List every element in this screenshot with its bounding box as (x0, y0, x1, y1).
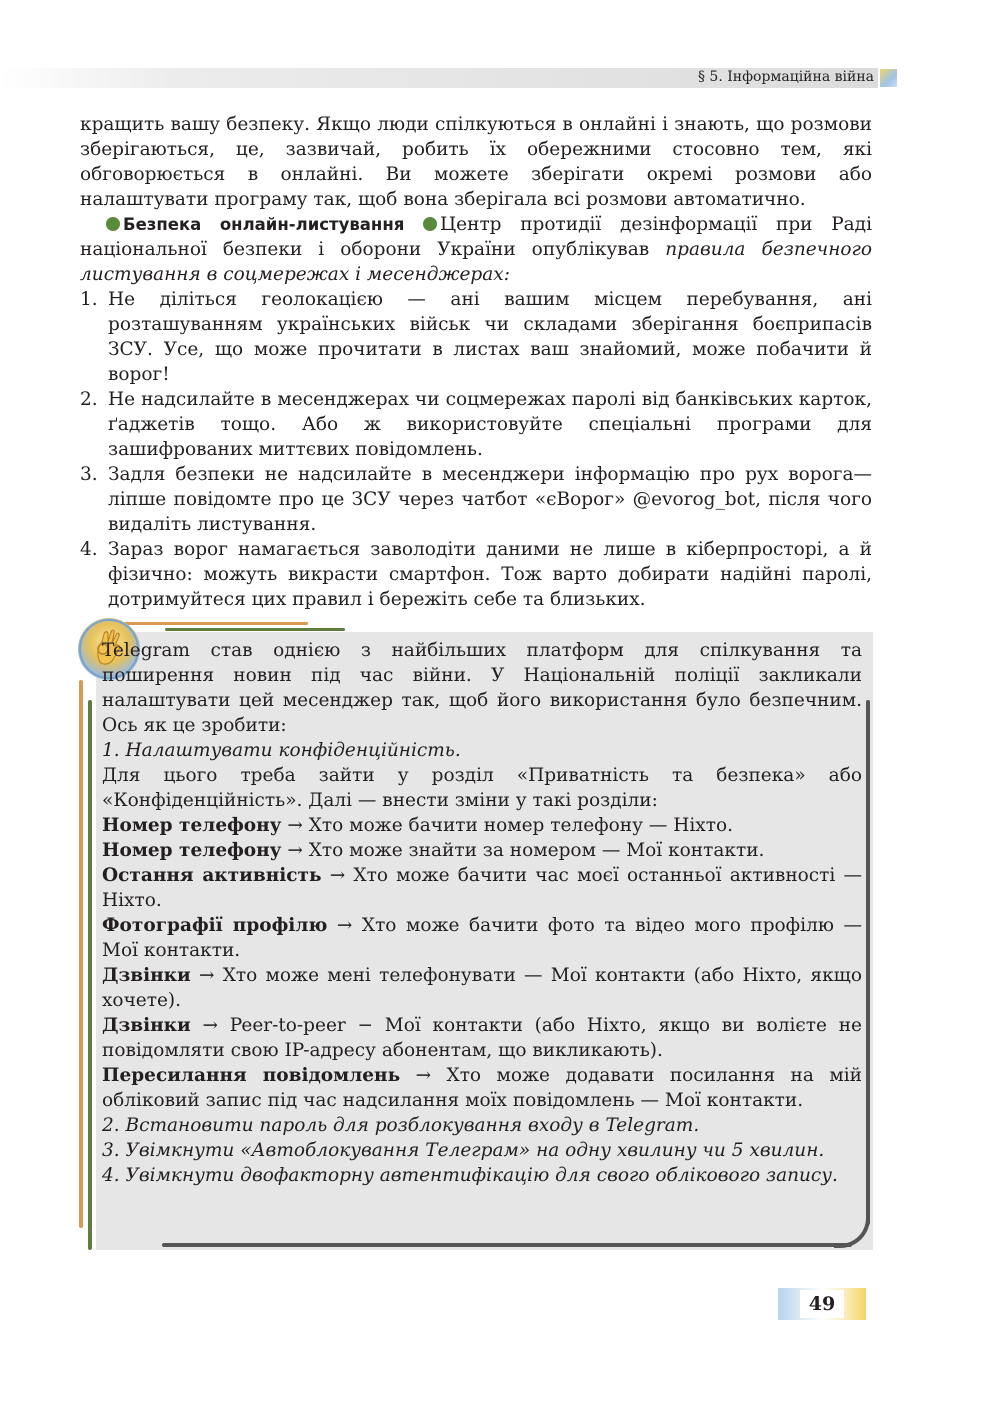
decor-line-orange-top (118, 622, 308, 625)
box-step-2 (102, 1113, 862, 1138)
setting-row (102, 1013, 862, 1063)
setting-name: Пересилання повідомлень (102, 1065, 401, 1086)
list-number: 4. (80, 539, 98, 560)
setting-row (102, 813, 862, 838)
list-item (80, 462, 872, 537)
setting-text: → Хто може мені телефонувати — Мої контакти (або Ніхто, якщо хочете). (102, 965, 862, 1011)
decor-line-orange-left (79, 680, 83, 1228)
setting-text: → Хто може бачити фото та відео мого профілю — Мої контакти. (102, 915, 862, 961)
list-item (80, 387, 872, 462)
list-number: 2. (80, 389, 98, 410)
section-intro-italic: правила безпечного листування в соцмережах і месенджерах: (80, 239, 872, 285)
list-number: 3. (80, 464, 98, 485)
green-dot-icon (106, 217, 120, 231)
setting-name: Дзвінки (102, 965, 191, 986)
setting-name: Дзвінки (102, 1015, 191, 1036)
setting-name: Номер телефону (102, 840, 282, 861)
telegram-box-text (102, 638, 862, 1188)
rules-list (80, 287, 872, 612)
page-number: 49 (800, 1290, 844, 1318)
section-intro: Центр протидії дезінформації при Раді національної безпеки і оборони України опублікував (80, 214, 872, 260)
green-dot-icon (423, 217, 437, 231)
step-heading: 4. Увімкнути двофакторну автентифікацію для свого облікового запису. (102, 1165, 838, 1186)
box-step-1 (102, 738, 862, 763)
header-corner-decoration (880, 69, 897, 87)
list-number: 1. (80, 289, 98, 310)
setting-name: Фотографії профілю (102, 915, 328, 936)
list-item-text: Не діліться геолокацією — ані вашим місцем перебування, ані розташуванням українських військ чи складами зберігання боєприпасів ЗСУ. Усе, що може прочитати в листах ваш знайомий, може побачити й ворог! (108, 289, 872, 385)
setting-text: → Хто може знайти за номером — Мої контакти. (281, 840, 765, 861)
list-item (80, 287, 872, 387)
list-item-text: Не надсилайте в месенджерах чи соцмережах паролі від банківських карток, ґаджетів тощо. Або ж використовуйте спеціальні програми для зашифрованих миттєвих повідомлень. (108, 389, 872, 460)
setting-name: Остання активність (102, 865, 322, 886)
setting-name: Номер телефону (102, 815, 282, 836)
setting-row (102, 913, 862, 963)
setting-text: → Peer-to-peer − Мої контакти (або Ніхто, якщо ви волієте не повідомляти свою IP-адресу абонентам, що викликають). (102, 1015, 862, 1061)
setting-text: → Хто може бачити час моєї останньої активності — Ніхто. (102, 865, 862, 911)
box-intro: Telegram став однією з найбільших платформ для спілкування та поширення новин під час війни. У Національній поліції закликали налаштувати цей месенджер так, щоб його використання було безпечним. Ось як це зробити: (102, 640, 862, 736)
box-step-1-text: Для цього треба зайти у розділ «Приватність та безпека» або «Конфіденційність». Далі — внести зміни у такі розділи: (102, 765, 862, 811)
setting-row (102, 838, 862, 863)
decor-line-dark-right (866, 700, 870, 1225)
step-heading: 2. Встановити пароль для розблокування входу в Telegram. (102, 1115, 700, 1136)
setting-row (102, 963, 862, 1013)
intro-paragraph: кращить вашу безпеку. Якщо люди спілкуються в онлайні і знають, що розмови зберігаються, це, зазвичай, робить їх обережними стосовно тем, які обговорюється в онлайні. Ви можете зберігати окремі розмови або налаштувати програму так, щоб вона зберігала всі розмови автоматично. (80, 114, 872, 210)
running-header: § 5. Інформаційна війна (697, 69, 874, 85)
decor-line-dark-bottom (162, 1243, 852, 1247)
box-step-4 (102, 1163, 862, 1188)
step-heading: 3. Увімкнути «Автоблокування Телеграм» на одну хвилину чи 5 хвилин. (102, 1140, 825, 1161)
section-heading: Безпека онлайн-листування (123, 215, 405, 234)
setting-text: → Хто може додавати посилання на мій обліковий запис під час надсилання моїх повідомлень — Мої контакти. (102, 1065, 862, 1111)
box-step-3 (102, 1138, 862, 1163)
step-heading: 1. Налаштувати конфіденційність. (102, 740, 461, 761)
decor-line-green-left (88, 700, 92, 1250)
section-paragraph (80, 212, 872, 287)
list-item-text: Зараз ворог намагається заволодіти даними не лише в кіберпросторі, а й фізично: можуть викрасти смартфон. Тож варто добирати надійні паролі, дотримуйтеся цих правил і бережіть себе та близьких. (108, 539, 872, 610)
main-text (80, 112, 872, 612)
setting-text: → Хто може бачити номер телефону — Ніхто. (281, 815, 733, 836)
setting-row (102, 863, 862, 913)
list-item-text: Задля безпеки не надсилайте в месенджери інформацію про рух ворога— ліпше повідомте про це ЗСУ через чатбот «єВорог» @evorog_bot, після чого видаліть листування. (108, 464, 872, 535)
decor-line-green-top (165, 628, 345, 631)
list-item (80, 537, 872, 612)
setting-row (102, 1063, 862, 1113)
